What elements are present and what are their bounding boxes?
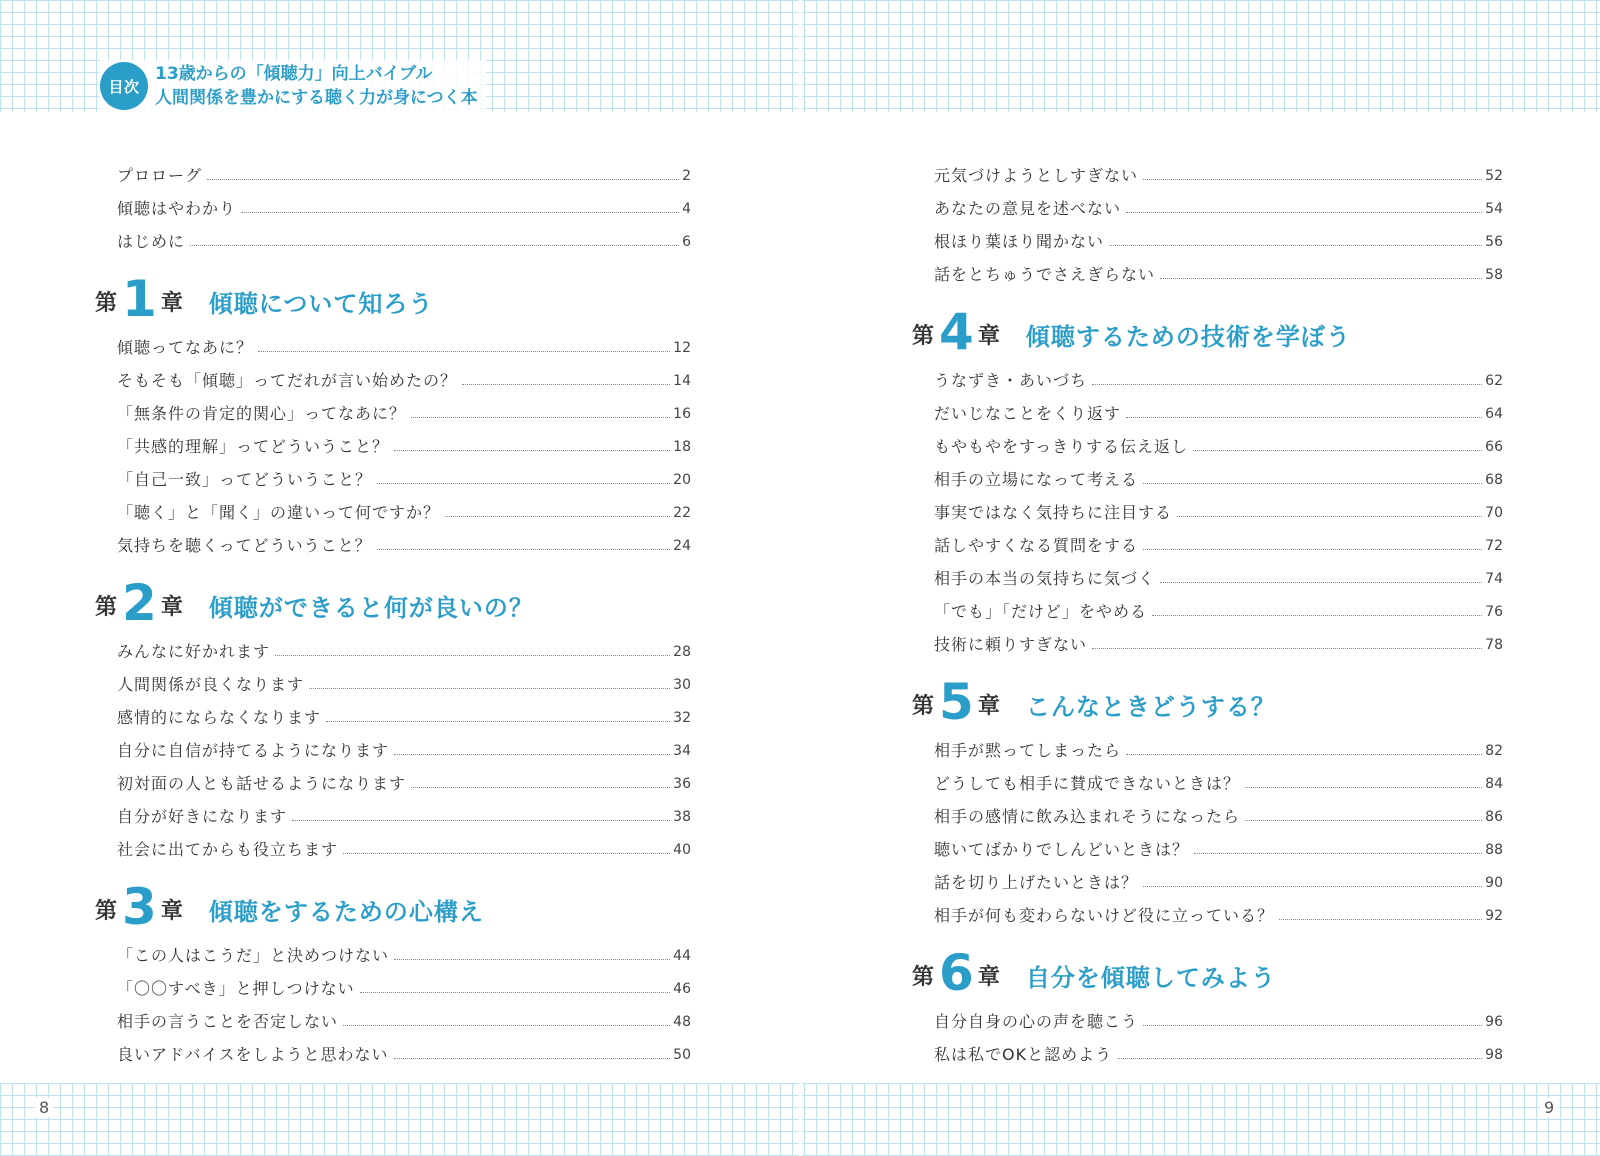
toc-entry-page: 6 xyxy=(682,234,691,250)
toc-entry[interactable] xyxy=(95,458,691,491)
toc-entry-page: 20 xyxy=(673,472,691,488)
toc-entry-title: 根ほり葉ほり聞かない xyxy=(934,232,1105,251)
toc-entry[interactable] xyxy=(912,623,1503,656)
book-title-line-1: 13歳からの「傾聴力」向上バイブル xyxy=(155,64,433,84)
dot-leader xyxy=(1143,886,1482,887)
toc-entry-page: 74 xyxy=(1485,571,1503,587)
toc-entry-page: 88 xyxy=(1485,842,1503,858)
chapter-prefix: 第 xyxy=(95,291,118,316)
toc-entry[interactable] xyxy=(95,220,691,253)
toc-entry[interactable] xyxy=(95,154,691,187)
toc-entry-title: プロローグ xyxy=(117,166,203,185)
toc-entry[interactable] xyxy=(912,795,1503,828)
dot-leader xyxy=(1109,245,1482,246)
toc-entry-page: 52 xyxy=(1485,168,1503,184)
toc-entry-title: そもそも「傾聴」ってだれが言い始めたの？ xyxy=(117,371,458,390)
dot-leader xyxy=(1092,384,1482,385)
dot-leader xyxy=(1092,648,1482,649)
chapter-number: 1 xyxy=(122,270,157,328)
chapter-number: 2 xyxy=(122,574,157,632)
toc-entry[interactable] xyxy=(95,729,691,762)
toc-entry-page: 36 xyxy=(673,776,691,792)
toc-entry-title: もやもやをすっきりする伝え返し xyxy=(934,437,1189,456)
toc-entry-page: 68 xyxy=(1485,472,1503,488)
dot-leader xyxy=(1143,1025,1482,1026)
toc-entry[interactable] xyxy=(95,1000,691,1033)
toc-entry[interactable] xyxy=(95,359,691,392)
toc-entry-page: 64 xyxy=(1485,406,1503,422)
toc-entry-page: 86 xyxy=(1485,809,1503,825)
chapter-number: 5 xyxy=(939,673,974,731)
toc-entry[interactable] xyxy=(912,458,1503,491)
chapter-prefix: 第 xyxy=(912,965,935,990)
chapter-prefix: 第 xyxy=(912,694,935,719)
toc-entry-page: 48 xyxy=(673,1014,691,1030)
toc-entry-page: 40 xyxy=(673,842,691,858)
toc-entry-title: 傾聴はやわかり xyxy=(117,199,237,218)
chapter-prefix: 第 xyxy=(95,595,118,620)
dot-leader xyxy=(1126,754,1482,755)
toc-entry-title: 相手が黙ってしまったら xyxy=(934,741,1122,760)
dot-leader xyxy=(1126,417,1482,418)
dot-leader xyxy=(343,853,670,854)
toc-entry[interactable] xyxy=(912,861,1503,894)
dot-leader xyxy=(462,384,670,385)
book-title-line-2: 人間関係を豊かにする聴く力が身につく本 xyxy=(155,88,478,108)
toc-entry[interactable] xyxy=(912,557,1503,590)
chapter-heading xyxy=(912,303,1503,361)
toc-entry[interactable] xyxy=(912,1000,1503,1033)
toc-entry-page: 54 xyxy=(1485,201,1503,217)
toc-left-column xyxy=(95,154,691,1066)
toc-entry[interactable] xyxy=(912,1033,1503,1066)
toc-entry[interactable] xyxy=(95,967,691,1000)
toc-entry-title: 事実ではなく気持ちに注目する xyxy=(934,503,1173,522)
chapter-title: 傾聴をするための心構え xyxy=(208,898,484,926)
toc-entry-page: 28 xyxy=(673,644,691,660)
toc-entry-page: 90 xyxy=(1485,875,1503,891)
toc-entry[interactable] xyxy=(912,253,1503,286)
toc-entry-page: 12 xyxy=(673,340,691,356)
toc-entry-page: 32 xyxy=(673,710,691,726)
dot-leader xyxy=(1126,212,1482,213)
toc-entry[interactable] xyxy=(95,828,691,861)
toc-entry[interactable] xyxy=(95,1033,691,1066)
toc-entry[interactable] xyxy=(95,187,691,220)
toc-entry-title: 「無条件の肯定的関心」ってなあに？ xyxy=(117,404,407,423)
toc-entry[interactable] xyxy=(912,828,1503,861)
dot-leader xyxy=(1177,516,1482,517)
toc-entry-title: 聴いてばかりでしんどいときは？ xyxy=(934,840,1190,859)
dot-leader xyxy=(190,245,679,246)
toc-entry-page: 62 xyxy=(1485,373,1503,389)
toc-entry-title: どうしても相手に賛成できないときは？ xyxy=(934,774,1241,793)
toc-entry-title: 良いアドバイスをしようと思わない xyxy=(117,1045,389,1064)
toc-entry[interactable] xyxy=(912,894,1503,927)
toc-entry-title: 傾聴ってなあに？ xyxy=(117,338,254,357)
dot-leader xyxy=(394,754,670,755)
chapter-prefix: 第 xyxy=(912,324,935,349)
book-header xyxy=(100,60,486,112)
dot-leader xyxy=(207,179,679,180)
chapter-number: 6 xyxy=(939,944,974,1002)
chapter-heading xyxy=(912,944,1503,1002)
toc-entry-page: 4 xyxy=(682,201,691,217)
toc-entry-title: 感情的にならなくなります xyxy=(117,708,322,727)
dot-leader xyxy=(394,1058,671,1059)
chapter-suffix: 章 xyxy=(977,965,1000,990)
toc-entry[interactable] xyxy=(912,524,1503,557)
chapter-title: 傾聴について知ろう xyxy=(208,290,434,318)
dot-leader xyxy=(1160,278,1482,279)
chapter-suffix: 章 xyxy=(977,694,1000,719)
dot-leader xyxy=(1194,853,1482,854)
chapter-heading xyxy=(95,574,691,632)
toc-entry-page: 56 xyxy=(1485,234,1503,250)
dot-leader xyxy=(411,787,670,788)
toc-entry[interactable] xyxy=(95,762,691,795)
toc-entry[interactable] xyxy=(912,425,1503,458)
dot-leader xyxy=(1143,483,1482,484)
toc-entry-page: 82 xyxy=(1485,743,1503,759)
dot-leader xyxy=(343,1025,670,1026)
page-number-right: 9 xyxy=(1540,1098,1558,1117)
toc-entry-page: 58 xyxy=(1485,267,1503,283)
toc-entry-title: 気持ちを聴くってどういうこと？ xyxy=(117,536,372,555)
gutter-top xyxy=(799,0,802,112)
toc-entry-title: 元気づけようとしすぎない xyxy=(934,166,1139,185)
page-number-left: 8 xyxy=(35,1098,53,1117)
chapter-number: 4 xyxy=(939,303,974,361)
dot-leader xyxy=(1193,450,1482,451)
toc-entry-title: だいじなことをくり返す xyxy=(934,404,1122,423)
toc-entry-page: 16 xyxy=(673,406,691,422)
toc-entry-title: 話しやすくなる質問をする xyxy=(934,536,1139,555)
dot-leader xyxy=(394,450,670,451)
dot-leader xyxy=(360,992,670,993)
toc-entry-page: 22 xyxy=(673,505,691,521)
toc-entry-page: 66 xyxy=(1485,439,1503,455)
dot-leader xyxy=(1143,549,1482,550)
toc-entry[interactable] xyxy=(912,359,1503,392)
toc-entry-title: 技術に頼りすぎない xyxy=(934,635,1088,654)
toc-entry-title: 私は私でOKと認めよう xyxy=(934,1045,1113,1064)
chapter-heading xyxy=(95,270,691,328)
toc-entry-page: 92 xyxy=(1485,908,1503,924)
mokuji-badge: 目次 xyxy=(100,62,148,110)
dot-leader xyxy=(275,655,670,656)
toc-entry[interactable] xyxy=(95,425,691,458)
dot-leader xyxy=(1117,1058,1482,1059)
toc-entry-title: 自分自身の心の声を聴こう xyxy=(934,1012,1139,1031)
chapter-suffix: 章 xyxy=(160,291,183,316)
toc-entry[interactable] xyxy=(912,762,1503,795)
toc-entry-page: 2 xyxy=(682,168,691,184)
chapter-title: 自分を傾聴してみよう xyxy=(1025,964,1276,992)
toc-entry[interactable] xyxy=(95,491,691,524)
dot-leader xyxy=(411,417,670,418)
toc-right-column xyxy=(912,154,1503,1066)
toc-entry[interactable] xyxy=(912,220,1503,253)
toc-entry[interactable] xyxy=(95,934,691,967)
toc-entry-page: 76 xyxy=(1485,604,1503,620)
toc-entry-title: 「共感的理解」ってどういうこと？ xyxy=(117,437,390,456)
dot-leader xyxy=(1279,919,1482,920)
toc-entry-title: 人間関係が良くなります xyxy=(117,675,305,694)
book-title-block xyxy=(155,62,478,110)
toc-entry-title: 自分が好きになります xyxy=(117,807,288,826)
chapter-suffix: 章 xyxy=(160,899,183,924)
toc-entry-title: 自分に自信が持てるようになります xyxy=(117,741,390,760)
toc-entry[interactable] xyxy=(912,729,1503,762)
toc-entry[interactable] xyxy=(95,696,691,729)
toc-entry[interactable] xyxy=(912,187,1503,220)
toc-entry-page: 30 xyxy=(673,677,691,693)
toc-entry-page: 78 xyxy=(1485,637,1503,653)
dot-leader xyxy=(1143,179,1482,180)
toc-entry-page: 18 xyxy=(673,439,691,455)
toc-entry-title: 相手の言うことを否定しない xyxy=(117,1012,339,1031)
toc-entry-title: みんなに好かれます xyxy=(117,642,271,661)
toc-entry-title: うなずき・あいづち xyxy=(934,371,1088,390)
toc-entry-title: 話をとちゅうでさえぎらない xyxy=(934,265,1156,284)
chapter-title: 傾聴ができると何が良いの？ xyxy=(208,594,534,622)
dot-leader xyxy=(377,483,670,484)
toc-entry[interactable] xyxy=(912,392,1503,425)
toc-entry-page: 24 xyxy=(673,538,691,554)
dot-leader xyxy=(445,516,670,517)
gutter-bottom xyxy=(799,1083,802,1156)
dot-leader xyxy=(1160,582,1482,583)
toc-entry-title: 相手が何も変わらないけど役に立っている？ xyxy=(934,906,1275,925)
dot-leader xyxy=(241,212,679,213)
toc-entry-title: あなたの意見を述べない xyxy=(934,199,1122,218)
toc-entry-title: 「聴く」と「聞く」の違いって何ですか？ xyxy=(117,503,441,522)
chapter-title: こんなときどうする？ xyxy=(1025,693,1276,721)
toc-entry[interactable] xyxy=(95,795,691,828)
toc-entry-page: 50 xyxy=(673,1047,691,1063)
toc-entry-page: 98 xyxy=(1485,1047,1503,1063)
dot-leader xyxy=(1152,615,1482,616)
toc-entry-title: 相手の本当の気持ちに気づく xyxy=(934,569,1156,588)
dot-leader xyxy=(326,721,670,722)
dot-leader xyxy=(309,688,670,689)
toc-entry[interactable] xyxy=(95,663,691,696)
chapter-title: 傾聴するための技術を学ぼう xyxy=(1025,323,1351,351)
dot-leader xyxy=(1245,820,1482,821)
toc-entry-title: 話を切り上げたいときは？ xyxy=(934,873,1139,892)
toc-entry-page: 38 xyxy=(673,809,691,825)
toc-entry-title: 「自己一致」ってどういうこと？ xyxy=(117,470,373,489)
toc-entry-title: 相手の感情に飲み込まれそうになったら xyxy=(934,807,1241,826)
toc-entry-page: 84 xyxy=(1485,776,1503,792)
dot-leader xyxy=(394,959,670,960)
toc-entry[interactable] xyxy=(912,491,1503,524)
toc-entry-page: 70 xyxy=(1485,505,1503,521)
toc-entry-title: 初対面の人とも話せるようになります xyxy=(117,774,407,793)
toc-entry-page: 72 xyxy=(1485,538,1503,554)
chapter-prefix: 第 xyxy=(95,899,118,924)
dot-leader xyxy=(377,549,670,550)
dot-leader xyxy=(258,351,670,352)
toc-entry-title: 社会に出てからも役立ちます xyxy=(117,840,339,859)
toc-entry[interactable] xyxy=(95,524,691,557)
toc-entry-page: 46 xyxy=(673,981,691,997)
toc-entry-title: 「〇〇すべき」と押しつけない xyxy=(117,979,355,998)
toc-entry-page: 96 xyxy=(1485,1014,1503,1030)
chapter-heading xyxy=(912,673,1503,731)
toc-entry[interactable] xyxy=(95,392,691,425)
toc-entry-page: 44 xyxy=(673,948,691,964)
dot-leader xyxy=(292,820,670,821)
dot-leader xyxy=(1245,787,1482,788)
toc-entry[interactable] xyxy=(912,590,1503,623)
toc-entry-page: 34 xyxy=(673,743,691,759)
toc-entry[interactable] xyxy=(912,154,1503,187)
toc-entry-page: 14 xyxy=(673,373,691,389)
toc-entry[interactable] xyxy=(95,326,691,359)
toc-entry-title: はじめに xyxy=(117,232,186,251)
toc-entry-title: 「この人はこうだ」と決めつけない xyxy=(117,946,390,965)
chapter-heading xyxy=(95,878,691,936)
toc-entry-title: 「でも」「だけど」をやめる xyxy=(934,602,1148,621)
chapter-suffix: 章 xyxy=(977,324,1000,349)
toc-entry[interactable] xyxy=(95,630,691,663)
chapter-suffix: 章 xyxy=(160,595,183,620)
toc-entry-title: 相手の立場になって考える xyxy=(934,470,1139,489)
chapter-number: 3 xyxy=(122,878,157,936)
